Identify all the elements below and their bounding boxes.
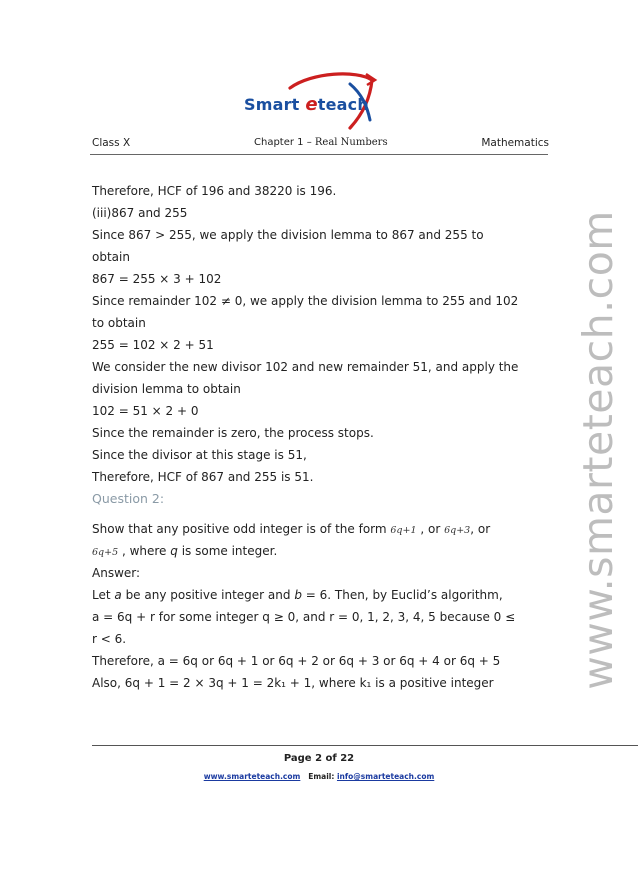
page-number: Page 2 of 22 (283, 753, 355, 764)
content-line: to obtain (92, 316, 146, 330)
a1-var-a: a (114, 588, 122, 602)
content-line: Since 867 > 255, we apply the division lemma to 867 and 255 to (92, 228, 484, 242)
q-text-2: , where (118, 544, 171, 558)
class-label: Class X (92, 137, 131, 149)
answer-line: Also, 6q + 1 = 2 × 3q + 1 = 2k₁ + 1, where k₁ is a positive integer (92, 676, 494, 690)
chapter-title (254, 137, 388, 148)
content-line: 867 = 255 × 3 + 102 (92, 272, 222, 286)
content-line: Therefore, HCF of 196 and 38220 is 196. (92, 184, 337, 198)
answer-label: Answer: (92, 566, 141, 580)
content-line: Since remainder 102 ≠ 0, we apply the division lemma to 255 and 102 (92, 294, 519, 308)
q-text-3: is some integer. (177, 544, 278, 558)
a1-p3: = 6. Then, by Euclid’s algorithm, (301, 588, 503, 602)
smarteteach-logo (232, 70, 382, 130)
q-sep-2: , or (470, 522, 491, 536)
content-line: Since the remainder is zero, the process stops. (92, 426, 374, 440)
q-text-1: Show that any positive odd integer is of the form (92, 522, 391, 536)
content-line: 255 = 102 × 2 + 51 (92, 338, 214, 352)
a1-p2: be any positive integer and (121, 588, 295, 602)
content-line: (iii)867 and 255 (92, 206, 188, 220)
spacer (92, 510, 542, 518)
chapter-name: Real Numbers (314, 137, 388, 148)
email-label: Email: (308, 772, 337, 781)
answer-line: r < 6. (92, 632, 127, 646)
email-link[interactable]: info@smarteteach.com (336, 772, 435, 781)
chapter-prefix: Chapter 1 – (254, 137, 315, 148)
q-var: q (170, 544, 178, 558)
content-line: division lemma to obtain (92, 382, 241, 396)
formula-6q3: 6q+3 (444, 525, 471, 536)
logo-text (244, 94, 369, 115)
logo-smart: Smart (244, 95, 300, 114)
content-line: obtain (92, 250, 130, 264)
formula-6q1: 6q+1 (390, 525, 417, 536)
header-divider (90, 154, 548, 155)
answer-line: Therefore, a = 6q or 6q + 1 or 6q + 2 or 6q + 3 or 6q + 4 or 6q + 5 (92, 654, 501, 668)
watermark-text: www.smarteteach.com (574, 210, 622, 690)
content-line: We consider the new divisor 102 and new remainder 51, and apply the (92, 360, 519, 374)
question-text-line (92, 518, 542, 540)
logo-e: e (305, 94, 318, 115)
content-line: Therefore, HCF of 867 and 255 is 51. (92, 470, 314, 484)
a1-var-b: b (294, 588, 302, 602)
page-header (92, 137, 549, 153)
answer-line: a = 6q + r for some integer q ≥ 0, and r = 0, 1, 2, 3, 4, 5 because 0 ≤ (92, 610, 516, 624)
subject-label: Mathematics (481, 137, 549, 149)
question-label: Question 2: (92, 491, 165, 506)
q-sep-1: , or (416, 522, 445, 536)
a1-p1: Let (92, 588, 115, 602)
answer-line (92, 584, 542, 606)
content-line: Since the divisor at this stage is 51, (92, 448, 307, 462)
formula-6q5: 6q+5 (92, 547, 119, 558)
watermark (568, 210, 628, 690)
footer-divider (92, 745, 638, 746)
content-line: 102 = 51 × 2 + 0 (92, 404, 199, 418)
question-text-line (92, 540, 542, 562)
main-content (92, 180, 542, 694)
logo-teach: teach (317, 95, 369, 114)
footer-links (0, 772, 638, 781)
website-link[interactable]: www.smarteteach.com (203, 772, 301, 781)
